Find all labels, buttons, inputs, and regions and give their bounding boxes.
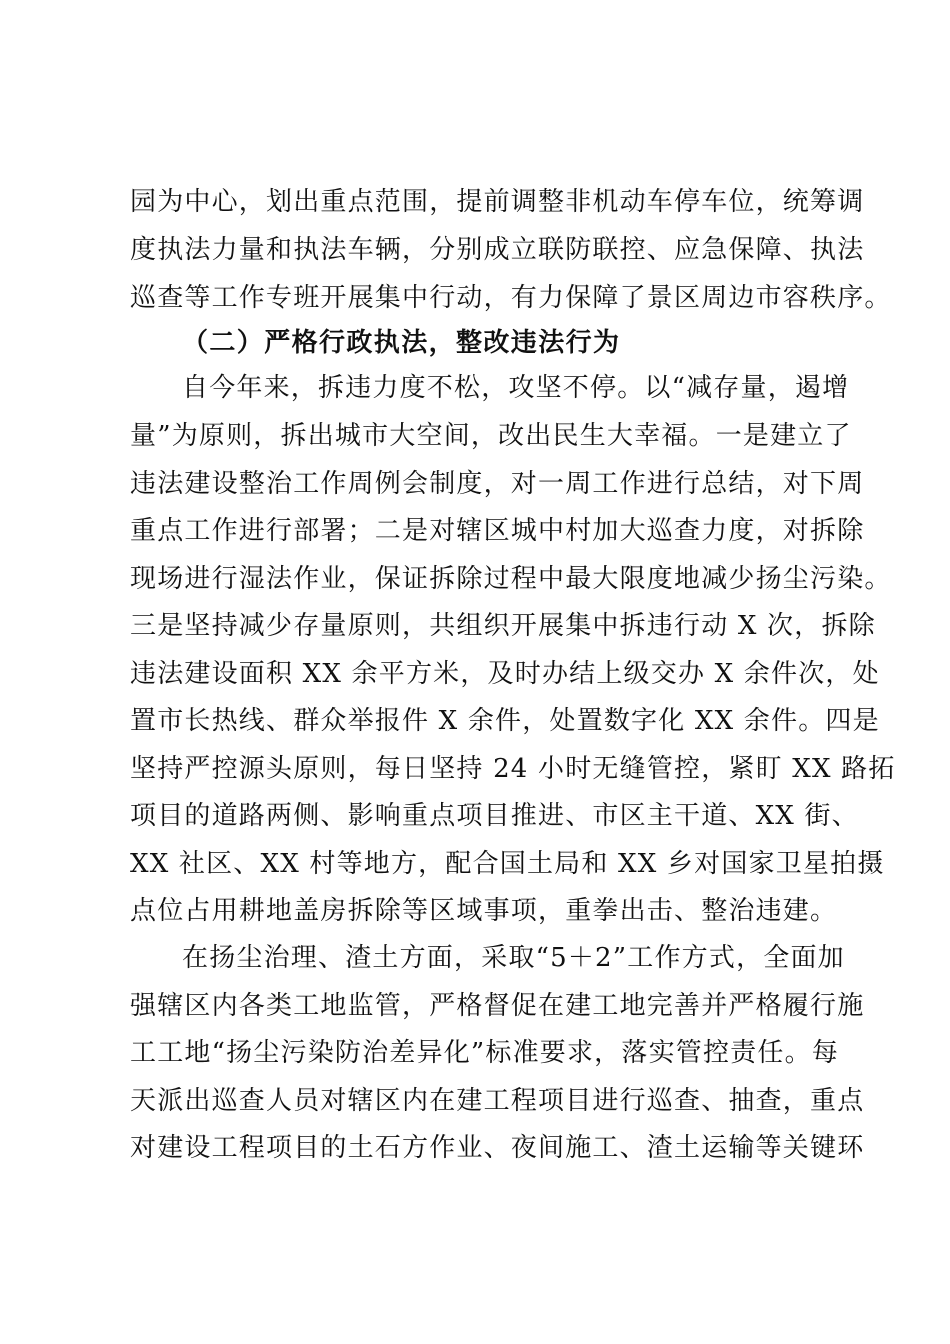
paragraph-line: 三是坚持减少存量原则，共组织开展集中拆违行动 X 次，拆除 <box>130 611 876 641</box>
paragraph-line: 点位占用耕地盖房拆除等区域事项，重拳出击、整治违建。 <box>130 896 838 926</box>
paragraph-line: 对建设工程项目的土石方作业、夜间施工、渣土运输等关键环 <box>130 1133 865 1163</box>
paragraph-line: 园为中心，划出重点范围，提前调整非机动车停车位，统筹调 <box>130 187 865 217</box>
paragraph-line: 量”为原则，拆出城市大空间，改出民生大幸福。一是建立了 <box>130 421 852 451</box>
paragraph-line: 违法建设面积 XX 余平方米，及时办结上级交办 X 余件次，处 <box>130 659 880 689</box>
paragraph-line: 自今年来，拆违力度不松，攻坚不停。以“减存量，遏增 <box>182 373 850 403</box>
paragraph-line: 在扬尘治理、渣土方面，采取“5＋2”工作方式，全面加 <box>182 943 845 973</box>
paragraph-line: 现场进行湿法作业，保证拆除过程中最大限度地减少扬尘污染。 <box>130 564 892 594</box>
paragraph-line: XX 社区、XX 村等地方，配合国土局和 XX 乡对国家卫星拍摄 <box>130 849 885 879</box>
paragraph-line: 工工地“扬尘污染防治差异化”标准要求，落实管控责任。每 <box>130 1038 839 1068</box>
paragraph-line: 置市长热线、群众举报件 X 余件，处置数字化 XX 余件。四是 <box>130 706 880 736</box>
paragraph-line: 坚持严控源头原则，每日坚持 24 小时无缝管控，紧盯 XX 路拓 <box>130 754 896 784</box>
paragraph-line: 重点工作进行部署；二是对辖区城中村加大巡查力度，对拆除 <box>130 516 865 546</box>
paragraph-line: 违法建设整治工作周例会制度，对一周工作进行总结，对下周 <box>130 469 865 499</box>
paragraph-line: 强辖区内各类工地监管，严格督促在建工地完善并严格履行施 <box>130 991 865 1021</box>
paragraph-line: 巡查等工作专班开展集中行动，有力保障了景区周边市容秩序。 <box>130 283 892 313</box>
paragraph-line: 度执法力量和执法车辆，分别成立联防联控、应急保障、执法 <box>130 235 865 265</box>
paragraph-line: 项目的道路两侧、影响重点项目推进、市区主干道、XX 街、 <box>130 801 859 831</box>
paragraph-line: 天派出巡查人员对辖区内在建工程项目进行巡查、抽查，重点 <box>130 1086 865 1116</box>
section-heading: （二）严格行政执法，整改违法行为 <box>182 328 621 358</box>
